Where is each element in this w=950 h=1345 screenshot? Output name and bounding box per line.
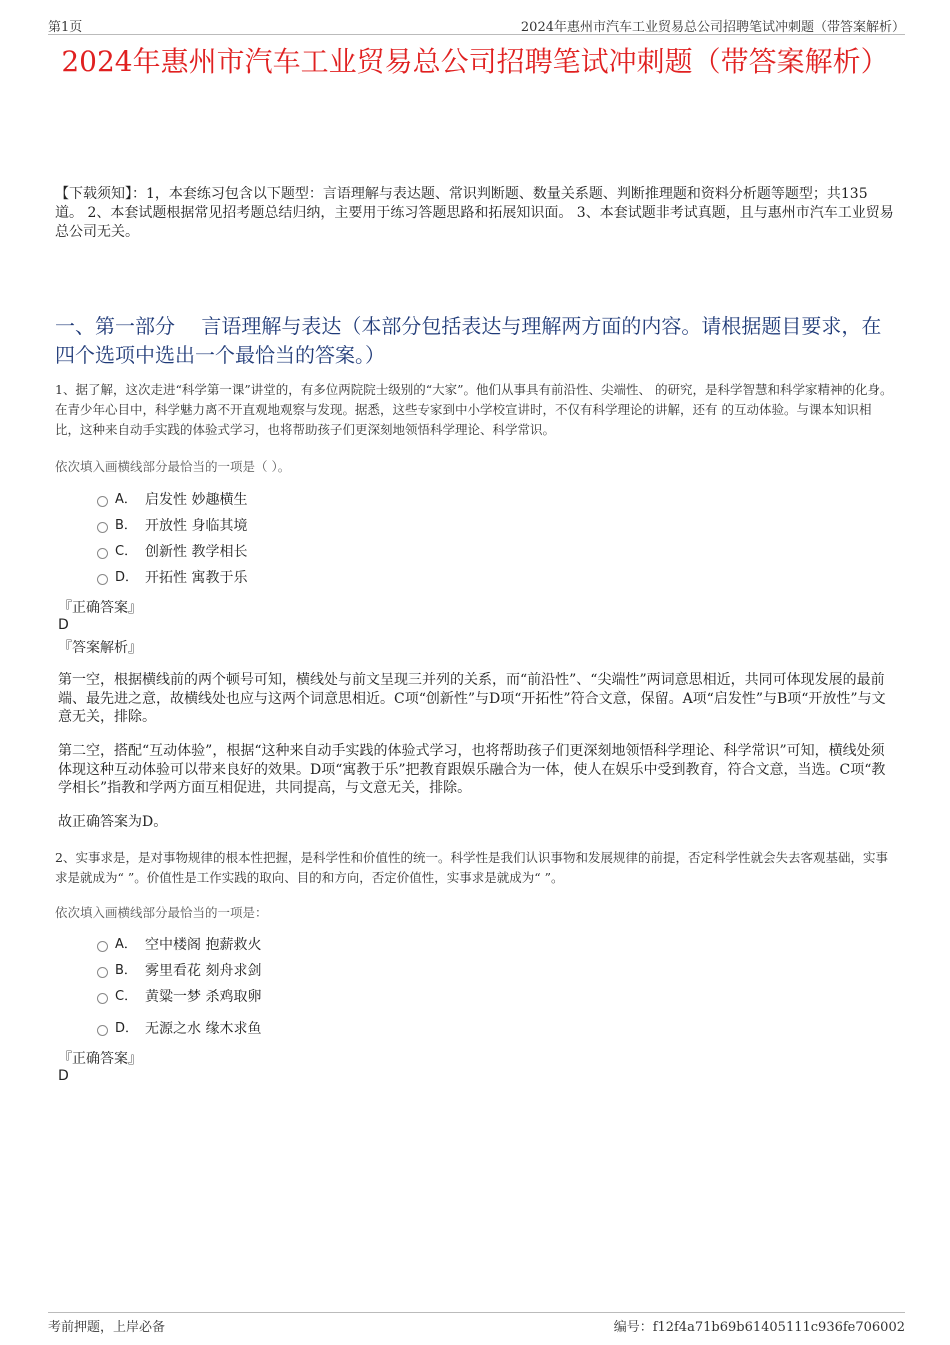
option-text: 无源之水 缘木求鱼 xyxy=(145,1021,262,1037)
radio-icon[interactable] xyxy=(97,993,108,1004)
radio-icon[interactable] xyxy=(97,548,108,559)
footer-doc-id: 编号：f12f4a71b69b61405111c936fe706002 xyxy=(613,1320,905,1335)
page-header xyxy=(48,14,905,35)
radio-icon[interactable] xyxy=(97,574,108,585)
q1-analysis-label: 『答案解析』 xyxy=(58,640,142,656)
q1-analysis-conclusion: 故正确答案为D。 xyxy=(58,814,168,830)
header-doc-title: 2024年惠州市汽车工业贸易总公司招聘笔试冲刺题（带答案解析） xyxy=(520,20,905,35)
q1-answer-label: 『正确答案』 xyxy=(58,600,142,616)
question-2-prompt: 依次填入画横线部分最恰当的一项是： xyxy=(55,905,268,920)
page-number: 第1页 xyxy=(48,20,83,35)
option-key: D． xyxy=(115,1021,139,1036)
option-key: D． xyxy=(115,570,139,585)
q2-answer-label: 『正确答案』 xyxy=(58,1051,142,1067)
option-key: C． xyxy=(115,544,138,559)
option-text: 开放性 身临其境 xyxy=(145,518,248,534)
radio-icon[interactable] xyxy=(97,1025,108,1036)
option-key: B． xyxy=(115,963,137,978)
option-text: 创新性 教学相长 xyxy=(145,544,248,560)
question-1-text: 1、据了解，这次走进“科学第一课”讲堂的，有多位两院院士级别的“大家”。他们从事具有前沿性、尖端性、 的研究，是科学智慧和科学家精神的化身。在青少年心目中，科学魅力离不开直观地观察与发现。据悉，这些专家到中小学校宣讲时，不仅有科学理论的讲解，还有 的互动体验。与课本知识相比，这种来自动手实践的体验式学习，也将帮助孩子们更深刻地领悟科学理论、科学常识。 xyxy=(55,382,893,437)
question-2-text: 2、实事求是，是对事物规律的根本性把握，是科学性和价值性的统一。科学性是我们认识事物和发展规律的前提，否定科学性就会失去客观基础，实事求是就成为“ ”。价值性是工作实践的取向、目的和方向，否定价值性，实事求是就成为“ ”。 xyxy=(55,850,888,885)
option-key: C． xyxy=(115,989,138,1004)
option-text: 启发性 妙趣横生 xyxy=(145,492,248,508)
page-footer xyxy=(48,1312,905,1333)
radio-icon[interactable] xyxy=(97,522,108,533)
radio-icon[interactable] xyxy=(97,496,108,507)
option-text: 空中楼阁 抱薪救火 xyxy=(145,937,262,953)
option-text: 开拓性 寓教于乐 xyxy=(145,570,248,586)
radio-icon[interactable] xyxy=(97,967,108,978)
radio-icon[interactable] xyxy=(97,941,108,952)
q1-analysis-paragraph-2: 第二空，搭配“互动体验”，根据“这种来自动手实践的体验式学习，也将帮助孩子们更深刻地领悟科学理论、科学常识”可知，横线处须体现这种互动体验可以带来良好的效果。D项“寓教于乐”把教育跟娱乐融合为一体，使人在娱乐中受到教育，符合文意，当选。C项“教学相长”指教和学两方面互相促进，共同提高，与文意无关，排除。 xyxy=(58,743,886,796)
footer-slogan: 考前押题，上岸必备 xyxy=(48,1320,166,1335)
q1-analysis-paragraph-1: 第一空，根据横线前的两个顿号可知，横线处与前文呈现三并列的关系，而“前沿性”、“尖端性”两词意思相近，共同可体现发展的最前端、最先进之意，故横线处也应与这两个词意思相近。C项“创新性”与D项“开拓性”符合文意，保留。A项“启发性”与B项“开放性”与文意无关，排除。 xyxy=(58,672,886,725)
option-key: B． xyxy=(115,518,137,533)
option-key: A． xyxy=(115,492,137,507)
option-key: A． xyxy=(115,937,137,952)
option-text: 黄粱一梦 杀鸡取卵 xyxy=(145,989,262,1005)
download-notice: 【下载须知】：1，本套练习包含以下题型：言语理解与表达题、常识判断题、数量关系题、判断推理题和资料分析题等题型；共135道。 2、本套试题根据常见招考题总结归纳，主要用于练习答题思路和拓展知识面。 3、本套试题非考试真题，且与惠州市汽车工业贸易总公司无关。 xyxy=(55,186,894,240)
question-1-prompt: 依次填入画横线部分最恰当的一项是（ ）。 xyxy=(55,459,291,474)
option-text: 雾里看花 刻舟求剑 xyxy=(145,963,262,979)
q2-answer: D xyxy=(58,1068,69,1084)
document-title: 2024年惠州市汽车工业贸易总公司招聘笔试冲刺题（带答案解析） xyxy=(61,45,889,78)
section-heading: 一、第一部分 言语理解与表达（本部分包括表达与理解两方面的内容。请根据题目要求，在四个选项中选出一个最恰当的答案。） xyxy=(55,314,882,367)
q1-answer: D xyxy=(58,617,69,633)
